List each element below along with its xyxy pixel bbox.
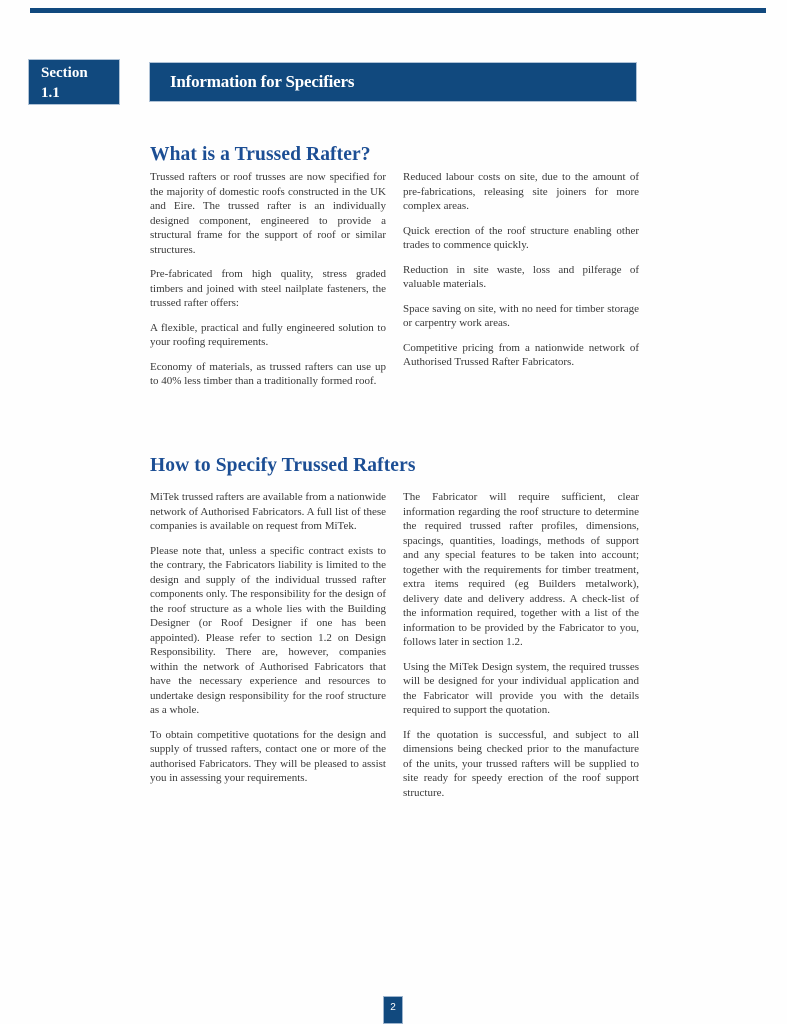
paragraph: A flexible, practical and fully engineered solution to your roofing requirements. (150, 321, 386, 348)
chapter-title-bar (149, 62, 637, 102)
paragraph: MiTek trussed rafters are available from a nationwide network of Authorised Fabricators. A full list of these companies is available on request from MiTek. (150, 491, 386, 532)
paragraph: Economy of materials, as trussed rafters can use up to 40% less timber than a traditionally formed roof. (150, 360, 386, 387)
section-label: Section (41, 65, 88, 81)
paragraph: To obtain competitive quotations for the design and supply of trussed rafters, contact one or more of the authorised Fabricators. They will be pleased to assist you in assessing your requirements. (150, 728, 386, 784)
section-number-box (28, 59, 120, 105)
paragraph: Using the MiTek Design system, the required trusses will be designed for your individual application and the Fabricator will provide you with the details required to support the quotation. (403, 660, 639, 716)
page-number: 2 (390, 1002, 396, 1013)
paragraph: Trussed rafters or roof trusses are now specified for the majority of domestic roofs constructed in the UK and Eire. The trussed rafter is an individually designed component, engineered to provide a structural frame for the support of roof or similar structures. (150, 171, 386, 256)
paragraph: Pre-fabricated from high quality, stress graded timbers and joined with steel nailplate fasteners, the trussed rafter offers: (150, 268, 386, 309)
section1-columns (150, 170, 640, 399)
paragraph: Competitive pricing from a nationwide network of Authorised Trussed Rafter Fabricators. (403, 341, 639, 368)
paragraph: If the quotation is successful, and subject to all dimensions being checked prior to the manufacture of the units, your trussed rafters will be supplied to site ready for speedy erection of the roof support structure. (403, 728, 639, 799)
section2-left-column (150, 490, 386, 810)
page-number-badge (383, 996, 403, 1024)
section-number: 1.1 (41, 85, 60, 101)
top-rule (30, 8, 766, 13)
paragraph: Reduction in site waste, loss and pilferage of valuable materials. (403, 263, 639, 290)
paragraph: Reduced labour costs on site, due to the amount of pre-fabrications, releasing site joiners for more complex areas. (403, 171, 639, 212)
paragraph: The Fabricator will require sufficient, clear information regarding the roof structure to determine the required trussed rafter profiles, dimensions, spacings, quantities, loadings, methods of support and any special features to be taken into account; together with the requirements for timber treatment, extra items required (eg Builders metalwork), delivery date and delivery address. A check-list of the information required, together with a list of the information to be provided by the Fabricator to you, follows later in section 1.2. (403, 491, 639, 648)
section2-heading: How to Specify Trussed Rafters (150, 455, 416, 476)
section1-heading: What is a Trussed Rafter? (150, 144, 371, 165)
section1-left-column (150, 170, 386, 399)
section2-right-column (403, 490, 639, 810)
section1-right-column (403, 170, 639, 399)
paragraph: Quick erection of the roof structure enabling other trades to commence quickly. (403, 224, 639, 251)
paragraph: Space saving on site, with no need for timber storage or carpentry work areas. (403, 302, 639, 329)
section2-columns (150, 490, 640, 810)
paragraph: Please note that, unless a specific contract exists to the contrary, the Fabricators liability is limited to the design and supply of the individual trussed rafter components only. The responsibility for the design of the roof structure as a whole lies with the Building Designer (or Roof Designer if one has been appointed). Please refer to section 1.2 on Design Responsibility. There are, however, companies within the network of Authorised Fabricators that have the necessary experience and resources to undertake design responsibility for the roof structure as a whole. (150, 544, 386, 716)
chapter-title: Information for Specifiers (170, 72, 355, 91)
